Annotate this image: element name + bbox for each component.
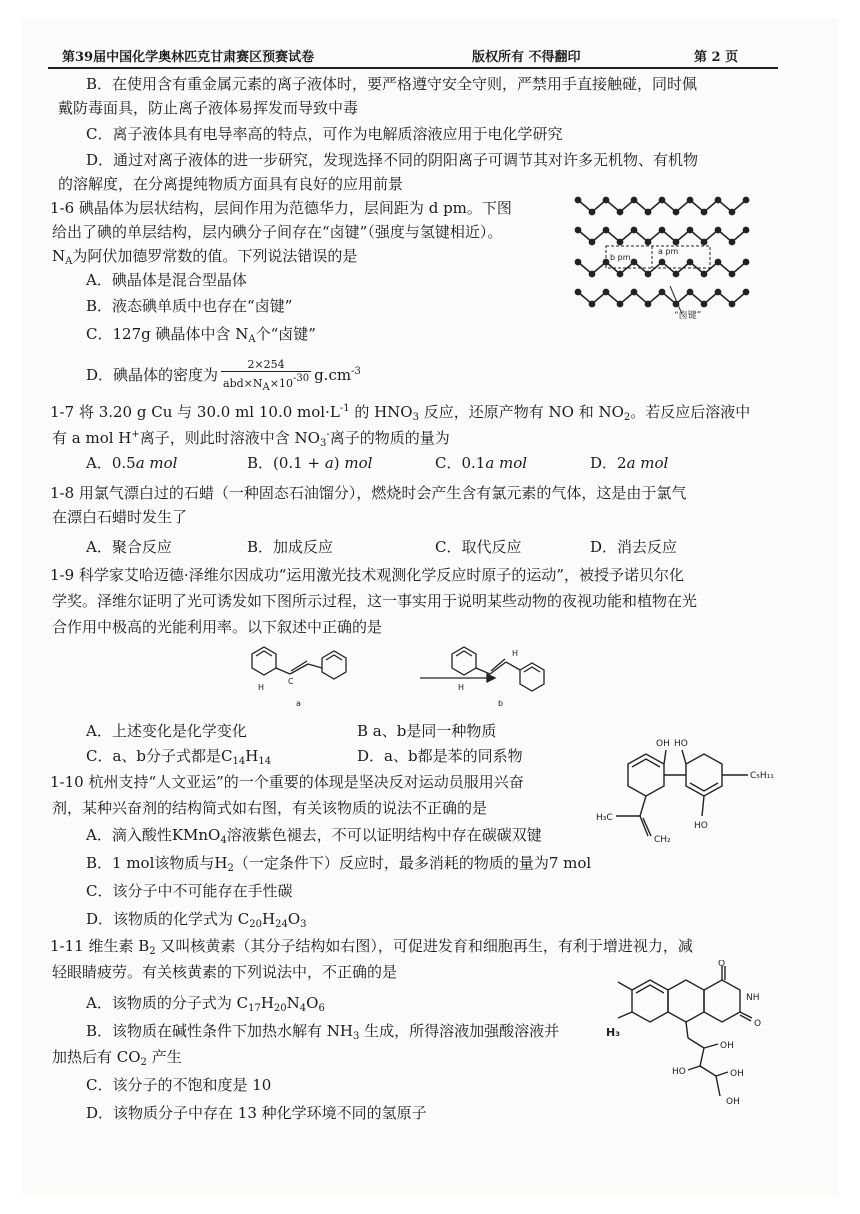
q1-9-option-b: B a、b是同一种物质 <box>357 722 497 740</box>
h-atom-a1: H <box>258 683 265 692</box>
oh-label-1: OH <box>720 1041 734 1051</box>
q1-8-option-b: B．加成反应 <box>247 538 334 556</box>
riboflavin-structure-figure <box>600 960 800 1120</box>
label-a: a <box>296 699 301 708</box>
ho-label-1: HO <box>674 739 688 749</box>
copyright-note: 版权所有 不得翻印 <box>472 50 581 65</box>
q1-8-option-a: A．聚合反应 <box>86 538 172 556</box>
q1-10-option-d: D．该物质的化学式为 $C_{20}H_{24}O_3$ <box>86 910 307 930</box>
q1-9-stem-3: 合作用中极高的光能利用率。以下叙述中正确的是 <box>52 618 383 636</box>
q1-7-option-d: D．2a mol <box>590 454 669 472</box>
q1-11-stem-1: 1-11 维生素 $B_2$ 又叫核黄素（其分子结构如右图），可促进发育和细胞再生，有利于增进视力，减 <box>50 937 693 957</box>
q1-9-option-c: C．a、b分子式都是$C_{14}H_{14}$ <box>86 747 272 767</box>
h-atom-b2: H <box>512 649 519 658</box>
q1-8-option-d: D．消去反应 <box>590 538 678 556</box>
q1-7-option-c: C．0.1a mol <box>435 454 528 472</box>
h-atom-b1: H <box>458 683 465 692</box>
ho-label: HO <box>672 1067 686 1077</box>
q1-7-option-b: B．(0.1 + a) mol <box>247 454 373 472</box>
q1-7-stem-1: 1-7 将 3.20 g Cu 与 30.0 ml 10.0 $mol\cdot L^{-1}$ 的 $HNO_3$ 反应，还原产物有 NO 和 $NO_2$。若反应后溶液中 <box>50 403 751 423</box>
q1-8-stem-1: 1-8 用氯气漂白过的石蜡（一种固态石油馏分），燃烧时会产生含有氯元素的气体，这是由于氯气 <box>50 484 687 502</box>
page-number: 第 2 页 <box>694 50 739 65</box>
stilbene-reaction-figure <box>230 640 590 710</box>
a-pm-label: a pm <box>658 247 679 256</box>
q1-8-option-c: C．取代反应 <box>435 538 522 556</box>
q1-6-option-b: B．液态碘单质中也存在“卤键” <box>86 297 293 315</box>
q1-6-option-d: D．碘晶体的密度为 $\frac{2\times 254}{\text{abd×NA×10-30}}$ $g.cm^{-3}$ <box>86 358 361 393</box>
ho-label-2: HO <box>694 821 708 831</box>
header-divider <box>48 67 778 69</box>
methyl-label: H₃C <box>596 813 613 823</box>
q1-9-option-a: A．上述变化是化学变化 <box>86 722 247 740</box>
q1-6-option-c: C．127g 碘晶体中含 $N_A$个“卤键” <box>86 325 316 345</box>
option-b-1-5: B．在使用含有重金属元素的离子液体时，要严格遵守安全守则，严禁用手直接触碰，同时佩 <box>86 75 698 93</box>
q1-11-option-b: B．该物质在碱性条件下加热水解有 $NH_3$ 生成，所得溶液加强酸溶液并 <box>86 1022 560 1042</box>
stimulant-structure-figure <box>578 734 800 844</box>
carbonyl-o-1: O <box>718 960 726 969</box>
q1-9-stem-2: 学奖。泽维尔证明了光可诱发如下图所示过程，这一事实用于说明某些动物的夜视功能和植物在光 <box>52 592 698 610</box>
q1-11-option-b-cont: 加热后有 $CO_2$ 产生 <box>52 1048 182 1068</box>
b-pm-label: b pm <box>610 253 631 262</box>
q1-10-option-c: C．该分子中不可能存在手性碳 <box>86 882 293 900</box>
carbonyl-o-2: O <box>754 1019 762 1029</box>
option-b-1-5-cont: 戴防毒面具，防止离子液体易挥发而导致中毒 <box>58 99 359 117</box>
oh-label-3: OH <box>726 1097 740 1107</box>
q1-6-stem-2: 给出了碘的单层结构，层内碘分子间存在“卤键”（强度与氢键相近）。 <box>52 223 503 241</box>
exam-title: 第39届中国化学奥林匹克甘肃赛区预赛试卷 <box>62 50 315 65</box>
q1-7-stem-2: 有 a mol H+离子，则此时溶液中含 $NO_3^-$离子的物质的量为 <box>52 429 450 449</box>
q1-8-stem-2: 在漂白石蜡时发生了 <box>52 508 188 526</box>
oh-label-1: OH <box>656 739 670 749</box>
c-atom-a: C <box>288 677 294 686</box>
q1-6-stem-3: $N_A$为阿伏加德罗常数的值。下列说法错误的是 <box>52 247 358 267</box>
iodine-layer-figure <box>570 190 760 320</box>
q1-6-stem-1: 1-6 碘晶体为层状结构，层间作用为范德华力，层间距为 d pm。下图 <box>50 199 512 217</box>
q1-11-stem-2: 轻眼睛疲劳。有关核黄素的下列说法中，不正确的是 <box>52 963 398 981</box>
q1-11-option-a: A．该物质的分子式为 $C_{17}H_{20}N_4O_6$ <box>86 994 325 1014</box>
methyl-h3-label: H₃ <box>606 1026 621 1039</box>
pentyl-label: C₅H₁₁ <box>750 771 774 781</box>
option-d-1-5: D．通过对离子液体的进一步研究，发现选择不同的阴阳离子可调节其对许多无机物、有机物 <box>86 151 699 169</box>
q1-7-option-a: A．0.5a mol <box>86 454 178 472</box>
q1-10-stem-2: 剂，某种兴奋剂的结构简式如右图，有关该物质的说法不正确的是 <box>52 799 488 817</box>
label-b: b <box>498 699 504 708</box>
methylene-label: CH₂ <box>654 835 671 844</box>
q1-11-option-c: C．该分子的不饱和度是 10 <box>86 1076 272 1094</box>
q1-10-option-a: A．滴入酸性KMnO$_4$溶液紫色褪去，不可以证明结构中存在碳碳双键 <box>86 826 542 846</box>
q1-11-option-d: D．该物质分子中存在 13 种化学环境不同的氢原子 <box>86 1104 427 1122</box>
q1-9-stem-1: 1-9 科学家艾哈迈德·泽维尔因成功“运用激光技术观测化学反应时原子的运动”，被授予诺贝尔化 <box>50 566 685 584</box>
q1-10-option-b: B．1 mol该物质与$H_2$（一定条件下）反应时，最多消耗的物质的量为7 mol <box>86 854 592 874</box>
density-fraction: $\frac{2\times 254}{\text{abd×NA×10-30}}$ <box>223 358 310 393</box>
halogen-bond-label: “卤键” <box>674 311 702 320</box>
oh-label-2: OH <box>730 1069 744 1079</box>
q1-9-option-d: D．a、b都是苯的同系物 <box>357 747 523 765</box>
option-c-1-5: C．离子液体具有电导率高的特点，可作为电解质溶液应用于电化学研究 <box>86 125 563 143</box>
q1-6-option-a: A．碘晶体是混合型晶体 <box>86 271 247 289</box>
option-d-1-5-cont: 的溶解度，在分离提纯物质方面具有良好的应用前景 <box>58 175 404 193</box>
q1-10-stem-1: 1-10 杭州支持“人文亚运”的一个重要的体现是坚决反对运动员服用兴奋 <box>50 773 524 791</box>
nh-label: NH <box>746 993 760 1003</box>
